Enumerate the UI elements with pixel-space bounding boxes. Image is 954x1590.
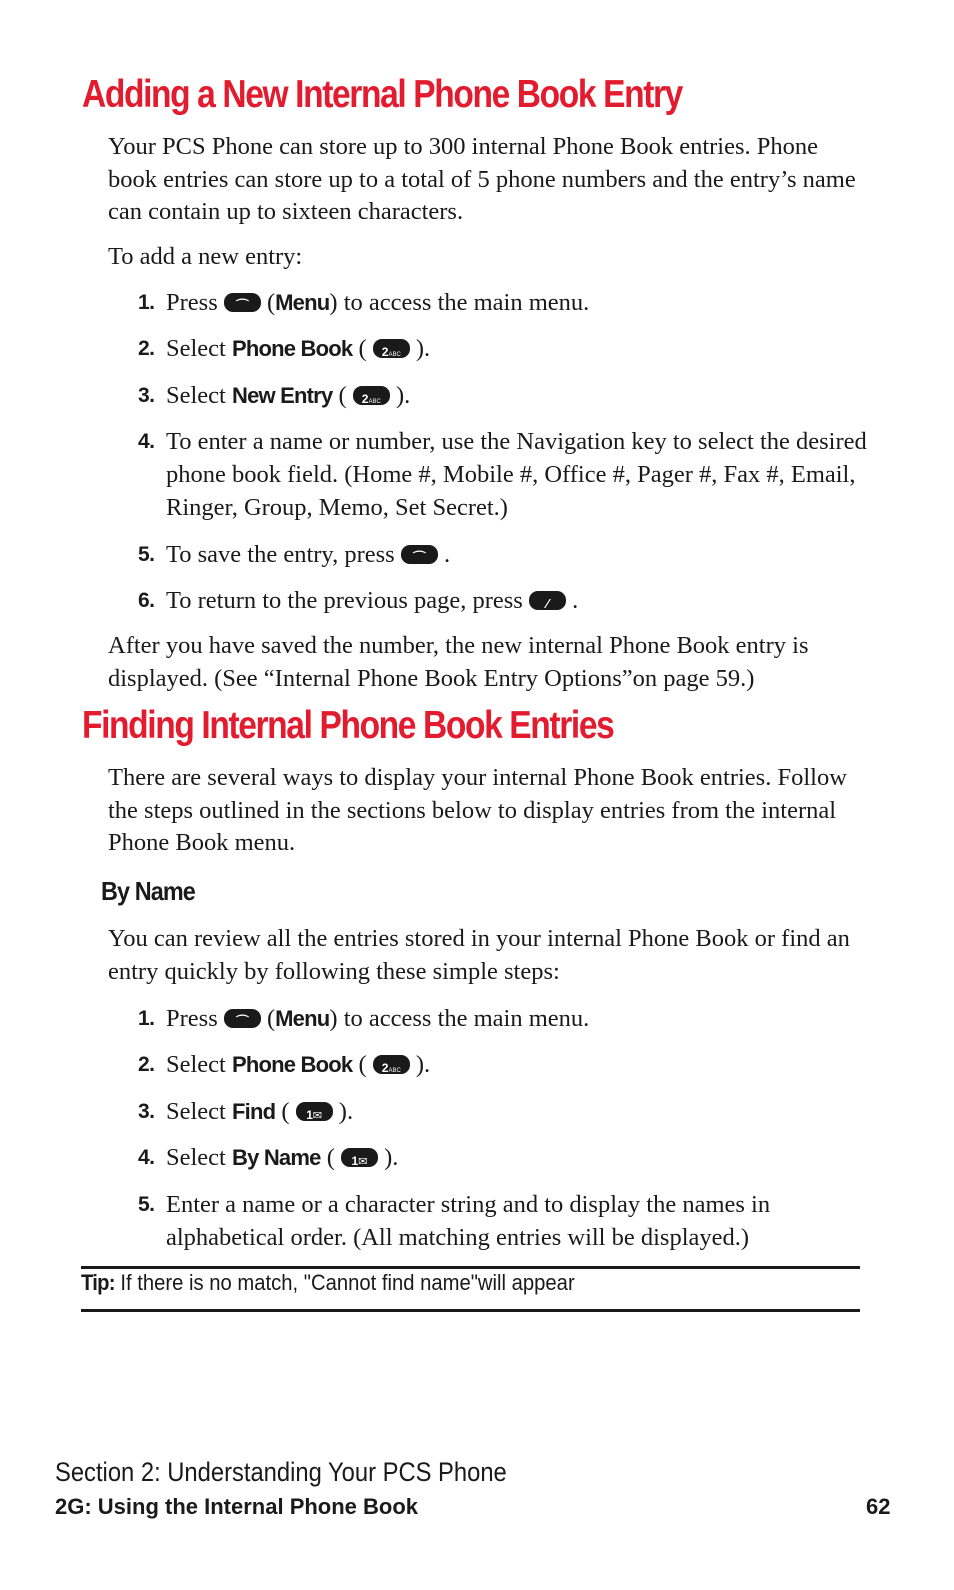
step-text: Select [166,1051,226,1078]
step-text: ( [358,335,367,362]
step-text: . [572,587,579,614]
step-text: ) to access the main menu. [329,289,590,316]
closing-paragraph: After you have saved the number, the new internal Phone Book entry is displayed. (See “Internal Phone Book Entry Options”on page 59.) [108,632,809,692]
tip-top-rule [81,1266,860,1269]
step-text: Press [166,289,218,316]
step-5 [138,1188,868,1254]
step-number: 1. [138,291,155,314]
back-key-icon: ⁄ [529,591,566,610]
step-text: ). [395,382,411,409]
step-number: 2. [138,337,155,360]
sub-intro-paragraph: You can review all the entries stored in your internal Phone Book or find an entry quickly by following these simple steps: [108,925,850,985]
step-text: Select [166,382,226,409]
menu-key-icon: ⌒ [224,293,261,312]
step-text: . [443,541,451,568]
tip-text: If there is no match, "Cannot find name"will appear [120,1270,575,1295]
tip-box [81,1270,798,1296]
step-4 [138,1141,868,1174]
step-number: 5. [138,1193,155,1216]
step-number: 3. [138,384,155,407]
step-text: ). [415,1051,431,1078]
page-number: 62 [866,1494,891,1519]
step-1 [138,286,868,319]
tip-label: Tip: [81,1270,115,1295]
step-text: To return to the previous page, press [166,587,523,614]
step-3 [138,379,868,412]
menu-label: Find [232,1099,276,1124]
step-text: Press [166,1005,218,1032]
step-text: ). [384,1144,399,1171]
step-1 [138,1002,868,1035]
step-text: ( [266,289,276,316]
menu-label: Phone Book [232,1052,353,1077]
menu-label: By Name [232,1145,321,1170]
step-text: ( [266,1005,276,1032]
step-text: To save the entry, press [166,541,395,568]
step-text: ) to access the main menu. [329,1005,590,1032]
menu-label: Phone Book [232,336,353,361]
section-title: Finding Internal Phone Book Entries [82,704,614,747]
step-text: ( [281,1098,290,1125]
page-title: Adding a New Internal Phone Book Entry [82,73,682,116]
menu-label: Menu [275,1006,330,1031]
intro-paragraph: Your PCS Phone can store up to 300 internal Phone Book entries. Phone book entries can store up to a total of 5 phone numbers and the entry’s name can contain up to sixteen characters. [108,133,856,225]
steps-lead: To add a new entry: [108,243,303,270]
step-text: ). [415,335,431,362]
step-6 [138,584,868,617]
step-text: Select [166,335,226,362]
menu-label: Menu [275,290,330,315]
step-text: ( [326,1144,335,1171]
1-voicemail-key-icon: 1✉ [341,1148,378,1167]
step-number: 4. [138,430,155,453]
step-number: 4. [138,1146,155,1169]
2abc-key-icon: 2ABC [353,386,390,405]
step-4 [138,425,868,524]
subheading: By Name [101,876,195,906]
step-text: Select [166,1098,226,1125]
1-voicemail-key-icon: 1✉ [296,1102,333,1121]
step-2 [138,1048,868,1081]
step-text: Select [166,1144,226,1171]
step-number: 5. [138,543,155,566]
step-3 [138,1095,868,1128]
tip-bottom-rule [81,1309,860,1312]
step-number: 3. [138,1100,155,1123]
footer-chapter: 2G: Using the Internal Phone Book [55,1494,419,1519]
2abc-key-icon: 2ABC [373,1055,410,1074]
menu-key-icon: ⌒ [224,1009,261,1028]
step-number: 1. [138,1007,155,1030]
intro-paragraph: There are several ways to display your internal Phone Book entries. Follow the steps outlined in the sections below to display entries from the internal Phone Book menu. [108,764,847,856]
menu-key-icon: ⌒ [401,545,438,564]
footer-section: Section 2: Understanding Your PCS Phone [55,1457,507,1487]
step-text: ). [338,1098,354,1125]
step-number: 2. [138,1053,155,1076]
step-5 [138,538,868,571]
step-text: ( [338,382,347,409]
menu-label: New Entry [232,383,333,408]
step-text: To enter a name or number, use the Navigation key to select the desired phone book field. (Home #, Mobile #, Office #, Pager #, Fax #, Email, Ringer, Group, Memo, Set Secret.) [166,428,867,521]
step-number: 6. [138,589,155,612]
step-text: Enter a name or a character string and to display the names in alphabetical order. (All matching entries will be displayed.) [166,1191,771,1251]
step-text: ( [358,1051,367,1078]
step-2 [138,332,868,365]
2abc-key-icon: 2ABC [373,339,410,358]
